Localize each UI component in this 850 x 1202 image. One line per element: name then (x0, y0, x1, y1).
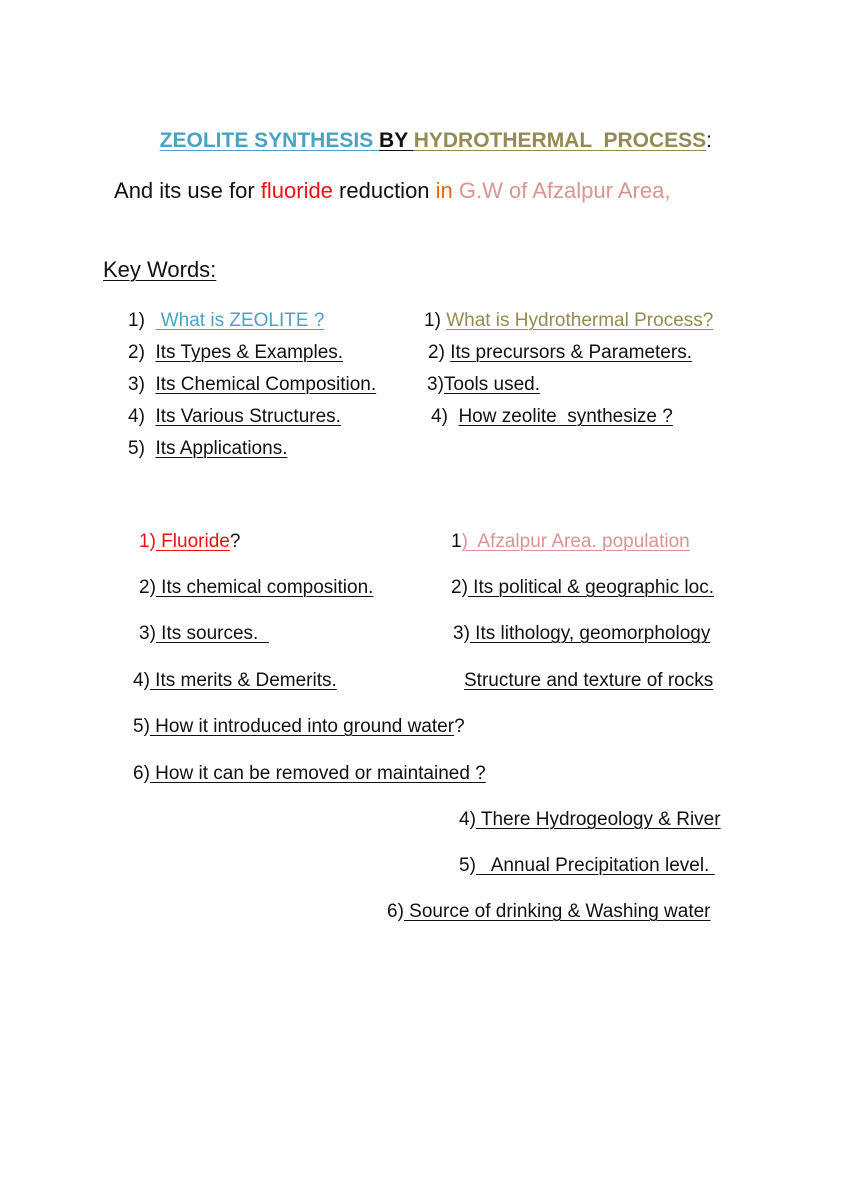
afzalpur-item (387, 902, 711, 921)
item-number: 1) (139, 531, 156, 552)
fluoride-item-text: How it introduced into ground water (149, 716, 455, 737)
fluoride-item-text: Its chemical composition. (155, 577, 374, 598)
item-number: 1 (451, 531, 462, 552)
zeolite-item-text: Its Types & Examples. (155, 342, 344, 363)
document-title (148, 109, 712, 151)
fluoride-item-text: How it can be removed or maintained ? (149, 763, 486, 784)
afzalpur-item-text: Its lithology, geomorphology (469, 623, 711, 644)
subtitle-in: in (435, 178, 453, 203)
fluoride-item-text: Fluoride (155, 531, 230, 552)
item-number: 3) (427, 374, 444, 395)
item-number: 2) (128, 342, 156, 363)
afzalpur-item (451, 578, 714, 597)
hydro-item-text: What is Hydrothermal Process? (446, 310, 714, 331)
item-number: 4) (133, 670, 150, 691)
title-by: BY (379, 129, 414, 152)
item-number: 4) (431, 406, 459, 427)
title-zeolite-synthesis: ZEOLITE SYNTHESIS (159, 129, 380, 152)
fluoride-item (139, 532, 240, 551)
key-words-heading: Key Words: (103, 257, 217, 282)
item-number: 3) (139, 623, 156, 644)
item-number: 3) (453, 623, 470, 644)
zeolite-item-text: Its Chemical Composition. (155, 374, 377, 395)
zeolite-item (128, 343, 343, 362)
title-hydrothermal-process: HYDROTHERMAL PROCESS (413, 129, 707, 152)
subtitle-fluoride: fluoride (260, 178, 333, 203)
zeolite-item-text: Its Applications. (155, 438, 288, 459)
afzalpur-item (451, 532, 690, 551)
fluoride-item-tail: ? (454, 716, 465, 737)
zeolite-item (128, 439, 287, 458)
fluoride-item (133, 671, 337, 690)
item-number: 4) (459, 809, 476, 830)
item-number: 4) (128, 406, 156, 427)
hydro-item-text: Tools used. (443, 374, 541, 395)
item-number: 3) (128, 374, 156, 395)
hydro-item (431, 407, 673, 426)
item-number: 6) (387, 901, 404, 922)
fluoride-item-text: Its merits & Demerits. (149, 670, 337, 691)
zeolite-item-text: What is ZEOLITE ? (155, 310, 325, 331)
hydro-item-text: Its precursors & Parameters. (450, 342, 692, 363)
item-number: 6) (133, 763, 150, 784)
hydro-item (428, 343, 692, 362)
title-colon: : (706, 129, 713, 152)
fluoride-item (133, 717, 465, 736)
hydro-item (427, 375, 540, 394)
zeolite-item (128, 407, 341, 426)
item-number: 5) (133, 716, 150, 737)
item-number: 5) (459, 855, 476, 876)
zeolite-item (128, 311, 324, 330)
zeolite-item (128, 375, 376, 394)
afzalpur-item-text: Source of drinking & Washing water (403, 901, 711, 922)
afzalpur-item (453, 624, 710, 643)
afzalpur-item-text: ) Afzalpur Area. population (461, 531, 690, 552)
afzalpur-item (459, 810, 721, 829)
fluoride-item-tail: ? (229, 531, 241, 552)
item-number: 1) (128, 310, 156, 331)
item-number: 5) (128, 438, 156, 459)
zeolite-item-text: Its Various Structures. (155, 406, 341, 427)
subtitle-part-3: reduction (332, 178, 436, 203)
item-number: 2) (428, 342, 451, 363)
item-number: 2) (451, 577, 468, 598)
afzalpur-item (459, 856, 715, 875)
afzalpur-item-text: There Hydrogeology & River (475, 809, 721, 830)
fluoride-item-text: Its sources. (155, 623, 269, 644)
afzalpur-item (464, 671, 713, 690)
subtitle-location: G.W of Afzalpur Area, (452, 178, 671, 203)
document-subtitle (103, 158, 670, 202)
afzalpur-item-text: Structure and texture of rocks (464, 670, 714, 691)
afzalpur-item-text: Annual Precipitation level. (475, 855, 715, 876)
fluoride-item (133, 764, 486, 783)
item-number: 2) (139, 577, 156, 598)
subtitle-part-1: And its use for (114, 178, 261, 203)
item-number: 1) (424, 310, 447, 331)
fluoride-item (139, 578, 373, 597)
fluoride-item (139, 624, 269, 643)
hydro-item (424, 311, 713, 330)
hydro-item-text: How zeolite synthesize ? (458, 406, 673, 427)
afzalpur-item-text: Its political & geographic loc. (467, 577, 714, 598)
